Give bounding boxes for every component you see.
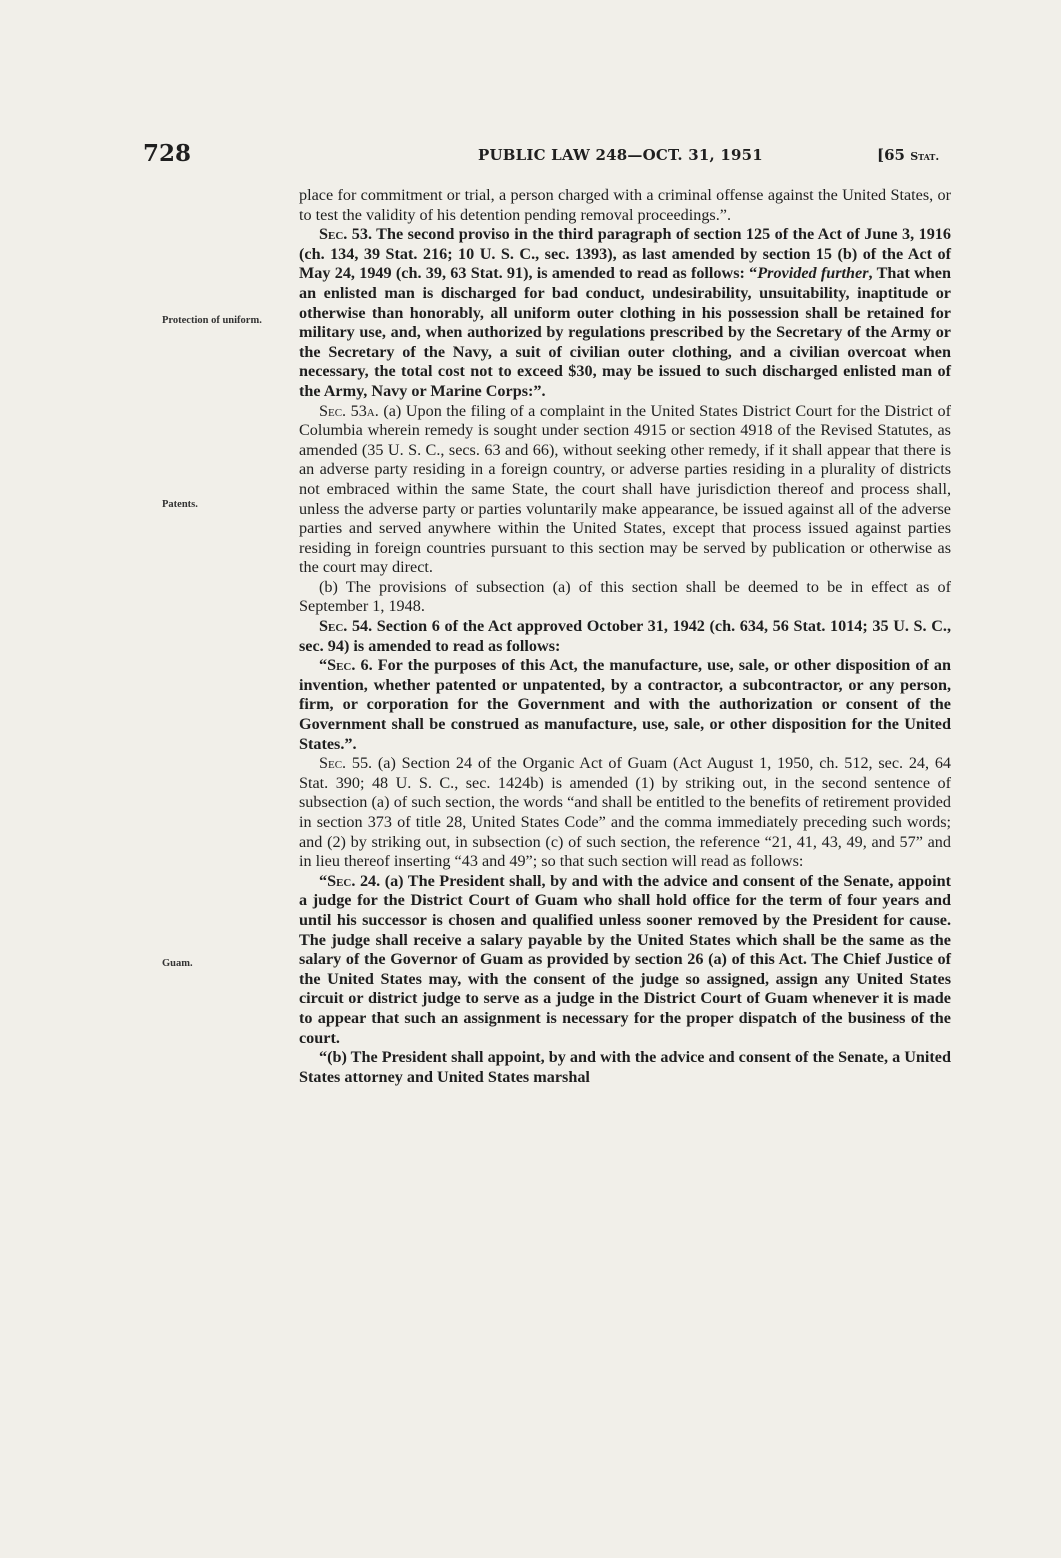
paragraph-continuation: place for commitment or trial, a person charged with a criminal offense against the United States, or to test the validity of his detention pending removal proceedings.”.	[299, 186, 951, 224]
section-label: “Sec. 6.	[319, 656, 373, 675]
stat-word: Stat.	[910, 150, 940, 163]
paragraph-sec-53a-b: (b) The provisions of subsection (a) of this section shall be deemed to be in effect as of September 1, 1948.	[299, 577, 951, 616]
paragraph-sec-54	[299, 617, 951, 656]
paragraph-sec-54-quote	[299, 656, 951, 754]
section-text: For the purposes of this Act, the manufacture, use, sale, or other disposition of an invention, whether patented or unpatented, by a contractor, a subcontractor, or any person, firm, or corporation for the Government and with the authorization or consent of the Government shall be construed as manufacture, use, sale, or other disposition for the United States.”.	[299, 656, 951, 753]
section-text: , That when an enlisted man is discharged for bad conduct, undesirability, unsuitability, inaptitude or otherwise than honorably, all uniform outer clothing in his possession shall be retained for military use, and, when authorized by regulations prescribed by the Secretary of the Army or the Secretary of the Navy, a suit of civilian outer clothing, and a civilian overcoat when necessary, the total cost not to exceed $30, may be issued to such discharged enlisted man of the Army, Navy or Marine Corps:”.	[299, 264, 951, 400]
stat-prefix: [65	[877, 146, 911, 164]
page-header	[0, 140, 1061, 170]
section-text: (a) Upon the filing of a complaint in the United States District Court for the District of Columbia wherein remedy is sought under section 4915 or section 4918 of the Revised Statutes, as amended (35 U. S. C., secs. 63 and 66), without seeking other remedy, if it shall appear that there is an adverse party residing in a foreign country, or adverse parties residing in a plurality of districts not embraced within the same State, the court shall have jurisdiction thereof and process shall, unless the adverse party or parties voluntarily make appearance, be issued against all of the adverse parties and served anywhere within the United States, except that process issued against parties residing in foreign countries pursuant to this section may be served by publication or otherwise as the court may direct.	[299, 401, 951, 577]
margin-note-guam: Guam.	[162, 958, 193, 969]
body-text	[299, 186, 951, 1087]
section-text: (a) Section 24 of the Organic Act of Guam (Act August 1, 1950, ch. 512, sec. 24, 64 Stat. 390; 48 U. S. C., sec. 1424b) is amended (1) by striking out, in the second sentence of subsection (a) of such section, the words “and shall be entitled to the benefits of retirement provided in section 373 of title 28, United States Code” and the comma immediately preceding such words; and (2) by striking out, in subsection (c) of such section, the reference “21, 41, 43, 49, and 57” and in lieu thereof inserting “43 and 49”; so that such section will read as follows:	[299, 754, 952, 871]
page-number: 728	[143, 140, 192, 167]
section-label: Sec. 55.	[319, 754, 373, 773]
section-label: “Sec. 24.	[319, 871, 381, 890]
paragraph-sec-24-b: “(b) The President shall appoint, by and with the advice and consent of the Senate, a United States attorney and United States marshal	[299, 1048, 951, 1086]
section-label: Sec. 54.	[319, 617, 373, 636]
section-text: Section 6 of the Act approved October 31, 1942 (ch. 634, 56 Stat. 1014; 35 U. S. C., sec. 94) is amended to read as follows:	[299, 617, 951, 655]
section-text: (a) The President shall, by and with the advice and consent of the Senate, appoint a judge for the District Court of Guam who shall hold office for the term of four years and until his successor is chosen and qualified unless sooner removed by the President for cause. The judge shall receive a salary payable by the United States which shall be the same as the salary of the Governor of Guam as provided by section 26 (a) of this Act. The Chief Justice of the United States may, with the consent of the judge so assigned, assign any United States circuit or district judge to serve as a judge in the District Court of Guam whenever it is made to appear that such an assignment is necessary for the proper dispatch of the business of the court.	[299, 871, 951, 1047]
section-text: The second proviso in the third paragraph of section 125 of the Act of June 3, 1916 (ch. 134, 39 Stat. 216; 10 U. S. C., sec. 1393), as last amended by section 15 (b) of the Act of May 24, 1949 (ch. 39, 63 Stat. 91), is amended to read as follows: “	[299, 225, 951, 283]
italic-proviso: Provided further	[757, 264, 869, 283]
margin-note-protection: Protection of uniform.	[162, 315, 262, 326]
statute-reference	[877, 146, 939, 164]
running-title: PUBLIC LAW 248—OCT. 31, 1951	[478, 146, 763, 164]
paragraph-sec-24	[299, 872, 951, 1048]
section-label: Sec. 53.	[319, 225, 373, 244]
paragraph-sec-53a	[299, 402, 951, 578]
section-label: Sec. 53a.	[319, 401, 379, 420]
paragraph-sec-55	[299, 754, 951, 872]
paragraph-sec-53	[299, 225, 951, 401]
margin-note-patents: Patents.	[162, 499, 198, 510]
